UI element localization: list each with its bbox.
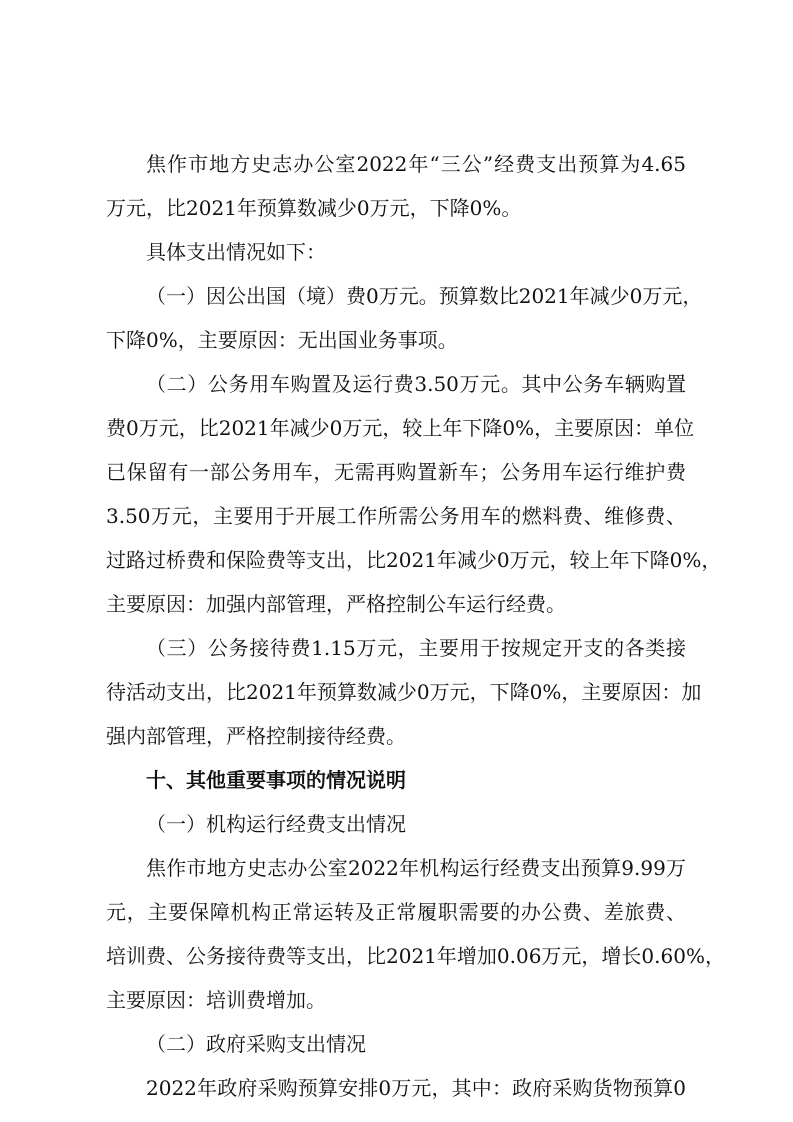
subsection-heading: （二）政府采购支出情况 [146,1032,366,1056]
paragraph-line: 下降0%，主要原因：无出国业务事项。 [106,328,458,352]
paragraph-line: 主要原因：加强内部管理，严格控制公车运行经费。 [106,592,566,616]
paragraph-line: 待活动支出，比2021年预算数减少0万元，下降0%，主要原因：加 [106,680,702,704]
paragraph-line: （三）公务接待费1.15万元，主要用于按规定开支的各类接 [146,636,686,660]
paragraph-line: 主要原因：培训费增加。 [106,988,326,1012]
paragraph-line: 2022年政府采购预算安排0万元，其中：政府采购货物预算0 [146,1076,686,1100]
paragraph-line: （二）公务用车购置及运行费3.50万元。其中公务车辆购置 [146,372,686,396]
paragraph-line: 培训费、公务接待费等支出，比2021年增加0.06万元，增长0.60%， [106,944,725,968]
paragraph-line: 3.50万元，主要用于开展工作所需公务用车的燃料费、维修费、 [106,504,686,528]
paragraph-line: 万元，比2021年预算数减少0万元，下降0%。 [106,196,522,220]
paragraph-line: 过路过桥费和保险费等支出，比2021年减少0万元，较上年下降0%， [106,548,722,572]
paragraph-line: 强内部管理，严格控制接待经费。 [106,724,406,748]
paragraph-line: 已保留有一部公务用车，无需再购置新车；公务用车运行维护费 [106,460,686,484]
section-heading: 十、其他重要事项的情况说明 [146,768,406,792]
paragraph-line: （一）因公出国（境）费0万元。预算数比2021年减少0万元， [146,284,703,308]
paragraph-line: 费0万元，比2021年减少0万元，较上年下降0%，主要原因：单位 [106,416,695,440]
subsection-heading: （一）机构运行经费支出情况 [146,812,406,836]
paragraph-line: 焦作市地方史志办公室2022年机构运行经费支出预算9.99万 [146,856,686,880]
paragraph-line: 具体支出情况如下： [146,240,326,264]
paragraph-line: 元，主要保障机构正常运转及正常履职需要的办公费、差旅费、 [106,900,686,924]
paragraph-line: 焦作市地方史志办公室2022年“三公”经费支出预算为4.65 [146,152,686,176]
